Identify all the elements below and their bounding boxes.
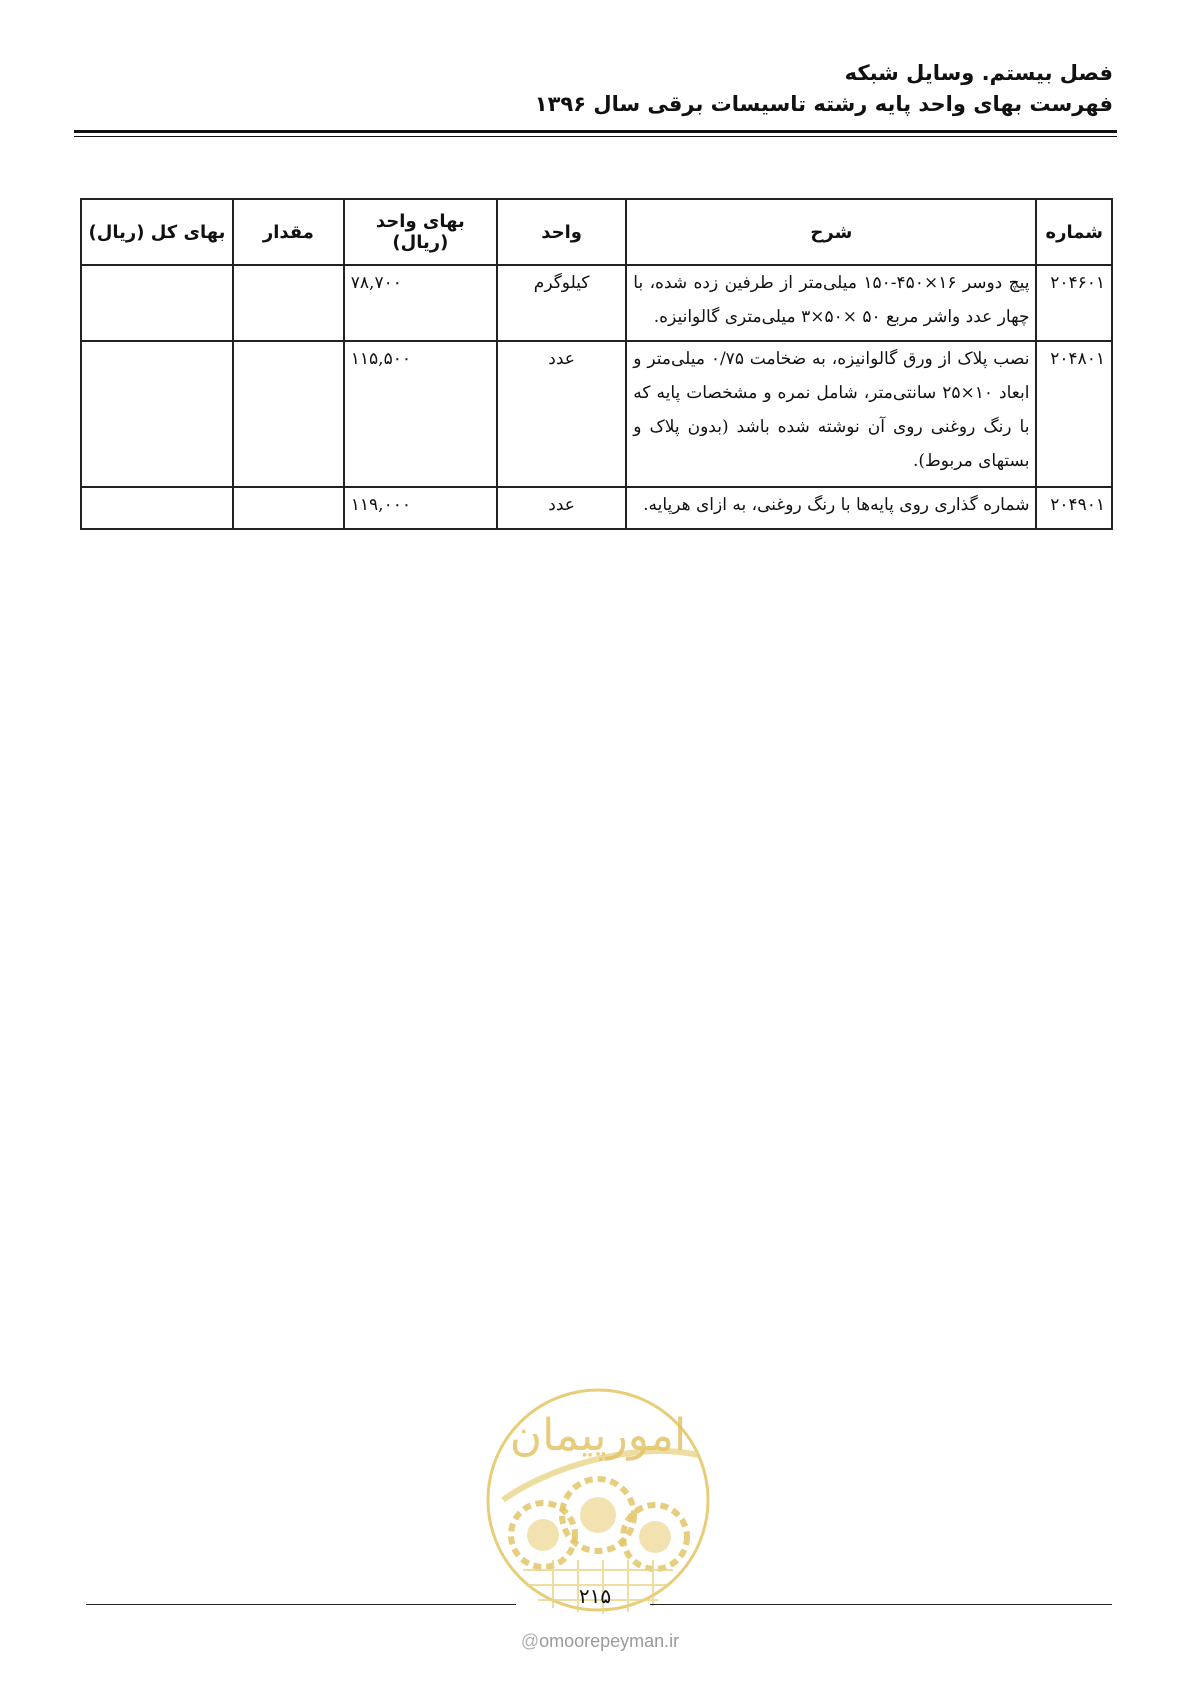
header-rule-thin [74,136,1117,137]
row-unit: عدد [497,487,626,529]
header-unit: واحد [497,199,626,265]
row-quantity [233,487,344,529]
at-icon: @ [520,1631,540,1651]
row-quantity [233,341,344,487]
row-description: شماره گذاری روی پایه‌ها با رنگ روغنی، به ازای هرپایه. [626,487,1036,529]
watermark [480,1631,720,1652]
row-unit-price: ۷۸,۷۰۰ [344,265,497,341]
footer-rule-right [650,1604,1112,1605]
chapter-title: فصل بیستم. وسایل شبکه [844,61,1113,85]
page-header [74,58,1113,120]
table-header-row [81,199,1112,265]
header-description: شرح [626,199,1036,265]
table-row [81,341,1112,487]
row-description: پیچ دوسر ۱۶×۴۵۰-۱۵۰ میلی‌متر از طرفین زده شده، با چهار عدد واشر مربع ۵۰ ×۵۰×۳ میلی‌متری گالوانیزه. [626,265,1036,341]
row-number: ۲۰۴۶۰۱ [1036,265,1112,341]
footer-rule-left [86,1604,516,1605]
row-number: ۲۰۴۸۰۱ [1036,341,1112,487]
row-total-price [81,487,233,529]
row-unit: کیلوگرم [497,265,626,341]
row-number: ۲۰۴۹۰۱ [1036,487,1112,529]
watermark-text: omoorepeyman.ir [539,1631,680,1651]
row-description: نصب پلاک از ورق گالوانیزه، به ضخامت ۰/۷۵ میلی‌متر و ابعاد ۱۰×۲۵ سانتی‌متر، شامل نمره و مشخصات پایه که با رنگ روغنی روی آن نوشته شده باشد (بدون پلاک و بستهای مربوط). [626,341,1036,487]
price-list-title: فهرست بهای واحد پایه رشته تاسیسات برقی سال ۱۳۹۶ [534,92,1113,116]
page-number: ۲۱۵ [578,1584,612,1608]
row-total-price [81,341,233,487]
header-unit-price: بهای واحد (ریال) [344,199,497,265]
row-unit-price: ۱۱۹,۰۰۰ [344,487,497,529]
table-row [81,487,1112,529]
table-row [81,265,1112,341]
row-unit: عدد [497,341,626,487]
seal-text: امورپیمان [509,1410,687,1461]
header-rule-thick [74,130,1117,133]
price-table [80,198,1113,530]
header-number: شماره [1036,199,1112,265]
header-quantity: مقدار [233,199,344,265]
row-unit-price: ۱۱۵,۵۰۰ [344,341,497,487]
row-quantity [233,265,344,341]
header-total-price: بهای کل (ریال) [81,199,233,265]
row-total-price [81,265,233,341]
